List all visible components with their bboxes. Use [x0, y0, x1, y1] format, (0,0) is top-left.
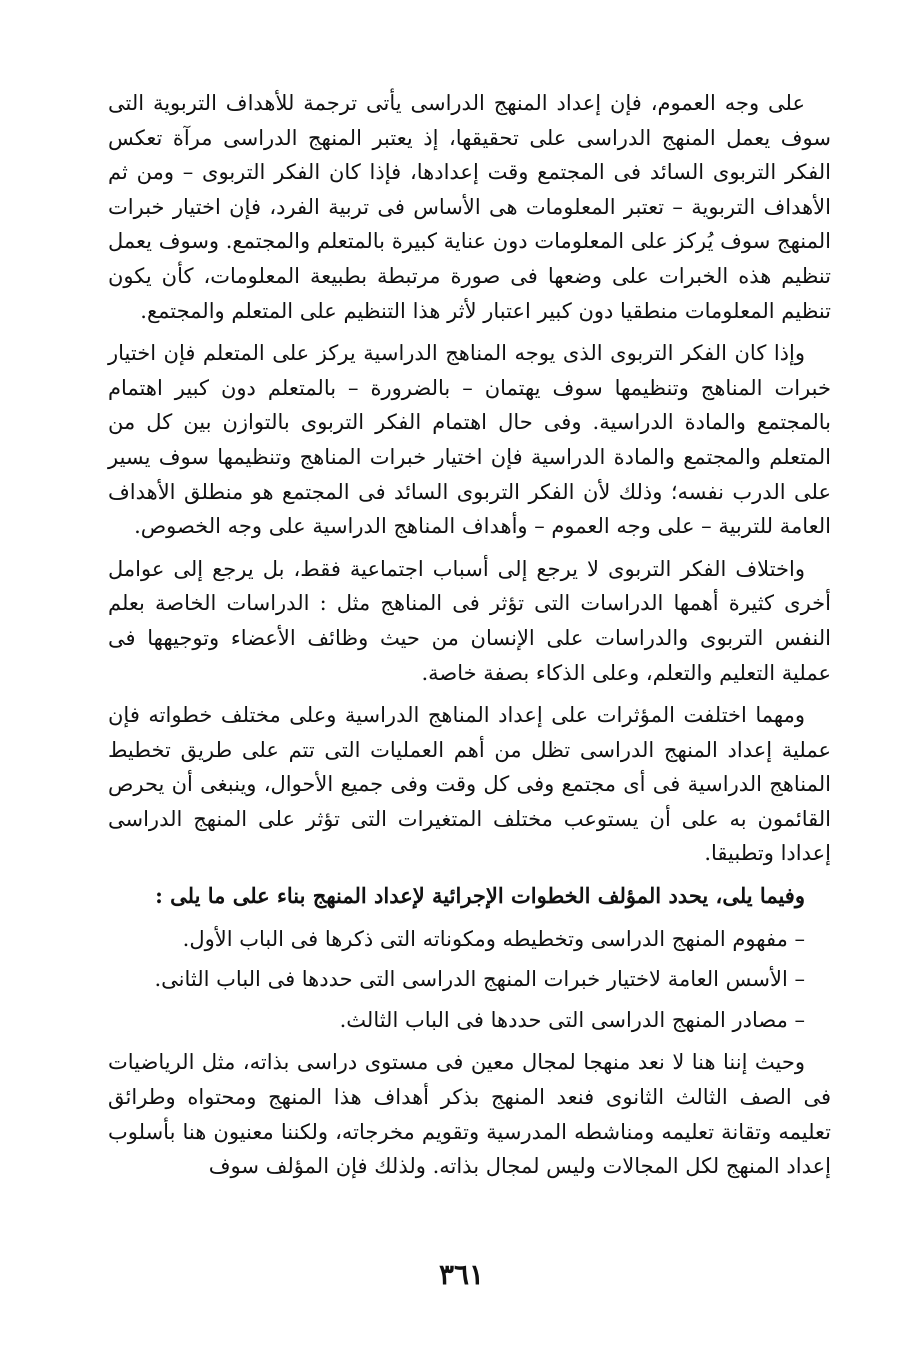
- page-number: ٣٦١: [438, 1258, 485, 1291]
- paragraph-3: واختلاف الفكر التربوى لا يرجع إلى أسباب اجتماعية فقط، بل يرجع إلى عوامل أخرى كثيرة أهمها الدراسات التى تؤثر فى المناهج مثل : الدراسات الخاصة بعلم النفس التربوى والدراسات على الإنسان من حيث وظائف الأعضاء وتوجيهها فى عملية التعليم والتعلم، وعلى الذكاء بصفة خاصة.: [108, 556, 831, 685]
- page-body: [108, 86, 831, 1184]
- paragraph-2: وإذا كان الفكر التربوى الذى يوجه المناهج الدراسية يركز على المتعلم فإن اختيار خبرات المناهج وتنظيمها سوف يهتمان – بالضرورة – بالمتعلم دون كبير اهتمام بالمجتمع والمادة الدراسية. وفى حال اهتمام الفكر التربوى بالتوازن بين كل من المتعلم والمجتمع والمادة الدراسية فإن اختيار خبرات المناهج وتنظيمها سوف يسير على الدرب نفسه؛ وذلك لأن الفكر التربوى السائد فى المجتمع هو منطلق الأهداف العامة للتربية – على وجه العموم – وأهداف المناهج الدراسية على وجه الخصوص.: [108, 341, 831, 539]
- paragraph-1: على وجه العموم، فإن إعداد المنهج الدراسى يأتى ترجمة للأهداف التربوية التى سوف يعمل المنهج الدراسى على تحقيقها، إذ يعتبر المنهج الدراسى مرآة تعكس الفكر التربوى السائد فى المجتمع وقت إعدادها، فإذا كان الفكر التربوى – ومن ثم الأهداف التربوية – تعتبر المعلومات هى الأساس فى تربية الفرد، فإن اختيار خبرات المنهج سوف يُركز على المعلومات دون عناية كبيرة بالمتعلم والمجتمع. وسوف يعمل تنظيم هذه الخبرات على وضعها فى صورة مرتبطة بطبيعة المعلومات، كأن يكون تنظيم المعلومات منطقيا دون كبير اعتبار لأثر هذا التنظيم على المتعلم والمجتمع.: [108, 91, 831, 323]
- step-item: – الأسس العامة لاختيار خبرات المنهج الدراسى التى حددها فى الباب الثانى.: [154, 967, 805, 992]
- steps-intro: وفيما يلى، يحدد المؤلف الخطوات الإجرائية لإعداد المنهج بناء على ما يلى :: [155, 883, 805, 909]
- closing-paragraph: وحيث إننا هنا لا نعد منهجا لمجال معين فى مستوى دراسى بذاته، مثل الرياضيات فى الصف الثالث الثانوى فنعد المنهج بذكر أهداف هذا المنهج ومحتواه وطرائق تعليمه وتقانة تعليمه ومناشطه المدرسية وتقويم مخرجاته، ولكننا معنيون هنا بأسلوب إعداد المنهج لكل المجالات وليس لمجال بذاته. ولذلك فإن المؤلف سوف: [108, 1050, 831, 1179]
- paragraph-4: ومهما اختلفت المؤثرات على إعداد المناهج الدراسية وعلى مختلف خطواته فإن عملية إعداد المنهج الدراسى تظل من أهم العمليات التى تتم على طريق تخطيط المناهج الدراسية فى أى مجتمع وفى كل وقت وفى جميع الأحوال، وينبغى أن يحرص القائمون به على أن يستوعب مختلف المتغيرات التى تؤثر على المنهج الدراسى إعدادا وتطبيقا.: [108, 703, 831, 866]
- step-item: – مفهوم المنهج الدراسى وتخطيطه ومكوناته التى ذكرها فى الباب الأول.: [182, 926, 805, 951]
- steps-list: [108, 922, 831, 1038]
- step-item: – مصادر المنهج الدراسى التى حددها فى الباب الثالث.: [339, 1007, 805, 1032]
